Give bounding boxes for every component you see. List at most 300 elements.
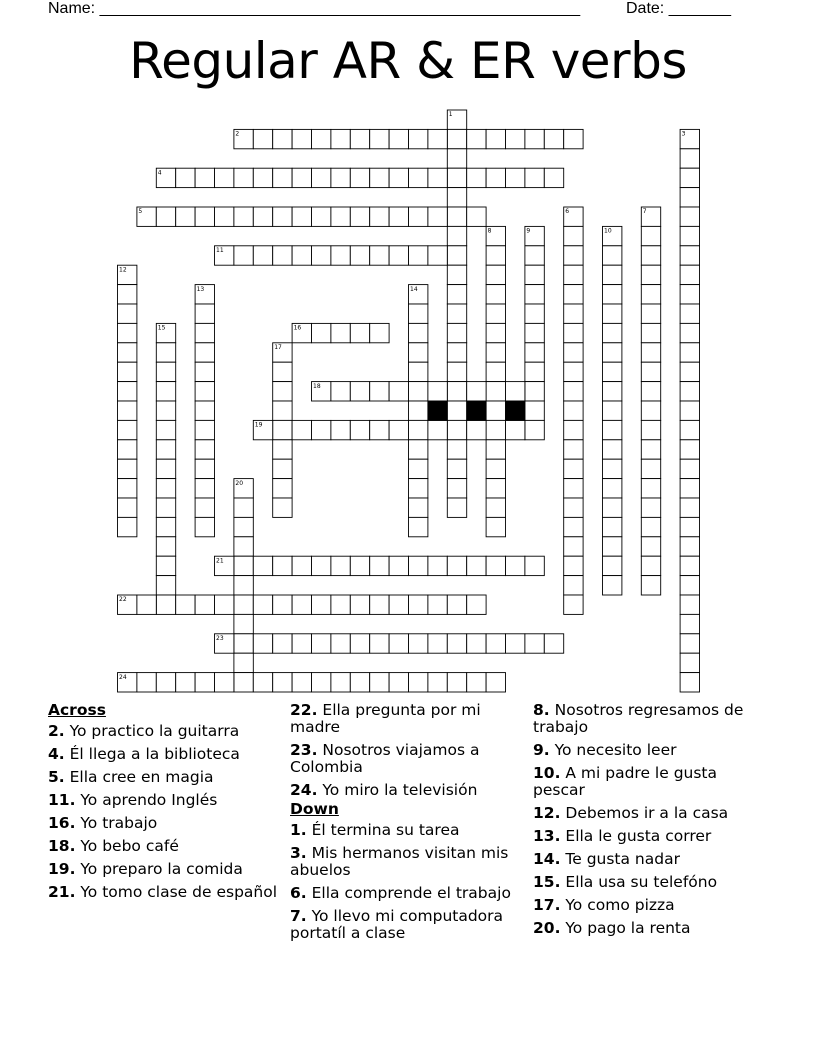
grid-cell[interactable] [525, 265, 544, 284]
grid-cell[interactable] [603, 343, 622, 362]
grid-cell[interactable] [234, 556, 253, 575]
grid-cell[interactable] [428, 673, 447, 692]
grid-cell[interactable] [195, 168, 214, 187]
grid-cell[interactable] [525, 129, 544, 148]
grid-cell[interactable] [409, 362, 428, 381]
grid-cell[interactable] [331, 168, 350, 187]
grid-cell[interactable] [544, 129, 563, 148]
grid-cell[interactable] [409, 207, 428, 226]
grid-cell[interactable] [273, 556, 292, 575]
grid-cell[interactable] [564, 459, 583, 478]
grid-cell[interactable] [447, 420, 466, 439]
grid-cell[interactable] [603, 420, 622, 439]
grid-cell[interactable] [564, 576, 583, 595]
grid-cell[interactable] [680, 459, 699, 478]
grid-cell[interactable] [486, 634, 505, 653]
grid-cell[interactable] [350, 634, 369, 653]
grid-cell[interactable] [564, 420, 583, 439]
grid-cell[interactable] [156, 498, 175, 517]
grid-cell[interactable] [428, 420, 447, 439]
grid-cell[interactable] [428, 595, 447, 614]
grid-cell[interactable] [680, 188, 699, 207]
grid-cell[interactable] [195, 673, 214, 692]
grid-cell[interactable] [641, 304, 660, 323]
grid-cell[interactable] [680, 498, 699, 517]
grid-cell[interactable] [312, 207, 331, 226]
grid-cell[interactable] [564, 556, 583, 575]
grid-cell[interactable] [680, 226, 699, 245]
grid-cell[interactable] [564, 226, 583, 245]
grid-cell[interactable] [486, 459, 505, 478]
grid-cell[interactable] [467, 673, 486, 692]
grid-cell[interactable] [389, 595, 408, 614]
grid-cell[interactable] [641, 498, 660, 517]
grid-cell[interactable] [525, 556, 544, 575]
grid-cell[interactable] [253, 673, 272, 692]
grid-cell[interactable] [118, 304, 137, 323]
grid-cell[interactable] [564, 401, 583, 420]
grid-cell[interactable] [331, 246, 350, 265]
grid-cell[interactable] [409, 673, 428, 692]
grid-cell[interactable] [447, 401, 466, 420]
grid-cell[interactable] [428, 246, 447, 265]
grid-cell[interactable] [350, 556, 369, 575]
grid-cell[interactable] [292, 595, 311, 614]
grid-cell[interactable] [118, 498, 137, 517]
grid-cell[interactable] [331, 634, 350, 653]
grid-cell[interactable] [467, 634, 486, 653]
grid-cell[interactable] [331, 207, 350, 226]
grid-cell[interactable] [370, 382, 389, 401]
grid-cell[interactable] [195, 459, 214, 478]
grid-cell[interactable] [680, 168, 699, 187]
grid-cell[interactable] [312, 556, 331, 575]
grid-cell[interactable] [273, 168, 292, 187]
grid-cell[interactable] [680, 653, 699, 672]
grid-cell[interactable] [467, 129, 486, 148]
grid-cell[interactable] [156, 595, 175, 614]
grid-cell[interactable] [176, 168, 195, 187]
grid-cell[interactable] [525, 304, 544, 323]
grid-cell[interactable] [273, 479, 292, 498]
grid-cell[interactable] [486, 420, 505, 439]
grid-cell[interactable] [641, 537, 660, 556]
grid-cell[interactable] [118, 479, 137, 498]
grid-cell[interactable] [467, 556, 486, 575]
grid-cell[interactable] [409, 498, 428, 517]
grid-cell[interactable] [156, 207, 175, 226]
grid-cell[interactable] [409, 401, 428, 420]
grid-cell[interactable] [273, 498, 292, 517]
grid-cell[interactable] [447, 343, 466, 362]
grid-cell[interactable] [641, 382, 660, 401]
grid-cell[interactable] [467, 595, 486, 614]
grid-cell[interactable] [603, 323, 622, 342]
grid-cell[interactable] [156, 362, 175, 381]
grid-cell[interactable] [118, 517, 137, 536]
grid-cell[interactable] [680, 362, 699, 381]
grid-cell[interactable] [641, 362, 660, 381]
grid-cell[interactable] [486, 382, 505, 401]
grid-cell[interactable] [525, 343, 544, 362]
grid-cell[interactable] [292, 673, 311, 692]
grid-cell[interactable] [389, 556, 408, 575]
grid-cell[interactable] [156, 556, 175, 575]
grid-cell[interactable] [680, 614, 699, 633]
grid-cell[interactable] [409, 440, 428, 459]
grid-cell[interactable] [273, 129, 292, 148]
grid-cell[interactable] [176, 595, 195, 614]
grid-cell[interactable] [156, 673, 175, 692]
grid-cell[interactable] [428, 634, 447, 653]
name-field[interactable]: Name: ______________________________________________________ [48, 0, 581, 17]
grid-cell[interactable] [564, 323, 583, 342]
grid-cell[interactable] [428, 556, 447, 575]
grid-cell[interactable] [486, 498, 505, 517]
grid-cell[interactable] [680, 149, 699, 168]
grid-cell[interactable] [428, 382, 447, 401]
grid-cell[interactable] [680, 246, 699, 265]
grid-cell[interactable] [409, 343, 428, 362]
grid-cell[interactable] [447, 382, 466, 401]
grid-cell[interactable] [603, 246, 622, 265]
grid-cell[interactable] [564, 265, 583, 284]
grid-cell[interactable] [195, 498, 214, 517]
grid-cell[interactable] [331, 673, 350, 692]
grid-cell[interactable] [118, 401, 137, 420]
grid-cell[interactable] [447, 285, 466, 304]
grid-cell[interactable] [156, 537, 175, 556]
grid-cell[interactable] [525, 323, 544, 342]
grid-cell[interactable] [564, 343, 583, 362]
grid-cell[interactable] [273, 673, 292, 692]
grid-cell[interactable] [486, 517, 505, 536]
grid-cell[interactable] [234, 498, 253, 517]
grid-cell[interactable] [409, 246, 428, 265]
grid-cell[interactable] [389, 634, 408, 653]
grid-cell[interactable] [156, 576, 175, 595]
grid-cell[interactable] [467, 168, 486, 187]
grid-cell[interactable] [603, 459, 622, 478]
grid-cell[interactable] [680, 323, 699, 342]
grid-cell[interactable] [680, 401, 699, 420]
grid-cell[interactable] [409, 479, 428, 498]
grid-cell[interactable] [680, 207, 699, 226]
grid-cell[interactable] [680, 343, 699, 362]
grid-cell[interactable] [447, 556, 466, 575]
grid-cell[interactable] [680, 420, 699, 439]
grid-cell[interactable] [350, 323, 369, 342]
grid-cell[interactable] [409, 129, 428, 148]
grid-cell[interactable] [486, 285, 505, 304]
grid-cell[interactable] [564, 595, 583, 614]
grid-cell[interactable] [680, 517, 699, 536]
grid-cell[interactable] [544, 168, 563, 187]
grid-cell[interactable] [350, 129, 369, 148]
grid-cell[interactable] [312, 129, 331, 148]
grid-cell[interactable] [195, 304, 214, 323]
grid-cell[interactable] [234, 595, 253, 614]
grid-cell[interactable] [486, 673, 505, 692]
grid-cell[interactable] [370, 673, 389, 692]
grid-cell[interactable] [525, 401, 544, 420]
grid-cell[interactable] [680, 673, 699, 692]
grid-cell[interactable] [409, 323, 428, 342]
grid-cell[interactable] [273, 246, 292, 265]
grid-cell[interactable] [273, 595, 292, 614]
grid-cell[interactable] [564, 285, 583, 304]
grid-cell[interactable] [506, 420, 525, 439]
grid-cell[interactable] [118, 362, 137, 381]
grid-cell[interactable] [253, 595, 272, 614]
grid-cell[interactable] [447, 207, 466, 226]
grid-cell[interactable] [641, 420, 660, 439]
grid-cell[interactable] [486, 323, 505, 342]
grid-cell[interactable] [234, 614, 253, 633]
grid-cell[interactable] [389, 168, 408, 187]
grid-cell[interactable] [603, 401, 622, 420]
grid-cell[interactable] [156, 440, 175, 459]
grid-cell[interactable] [253, 556, 272, 575]
grid-cell[interactable] [234, 673, 253, 692]
grid-cell[interactable] [253, 207, 272, 226]
grid-cell[interactable] [447, 246, 466, 265]
grid-cell[interactable] [564, 517, 583, 536]
grid-cell[interactable] [525, 246, 544, 265]
grid-cell[interactable] [350, 595, 369, 614]
grid-cell[interactable] [447, 440, 466, 459]
grid-cell[interactable] [603, 556, 622, 575]
grid-cell[interactable] [292, 634, 311, 653]
grid-cell[interactable] [370, 595, 389, 614]
grid-cell[interactable] [603, 537, 622, 556]
grid-cell[interactable] [273, 634, 292, 653]
grid-cell[interactable] [680, 265, 699, 284]
grid-cell[interactable] [234, 537, 253, 556]
grid-cell[interactable] [603, 498, 622, 517]
grid-cell[interactable] [350, 382, 369, 401]
grid-cell[interactable] [447, 129, 466, 148]
grid-cell[interactable] [195, 420, 214, 439]
grid-cell[interactable] [603, 517, 622, 536]
grid-cell[interactable] [292, 246, 311, 265]
grid-cell[interactable] [428, 168, 447, 187]
grid-cell[interactable] [312, 168, 331, 187]
grid-cell[interactable] [253, 246, 272, 265]
grid-cell[interactable] [118, 285, 137, 304]
grid-cell[interactable] [447, 362, 466, 381]
grid-cell[interactable] [312, 420, 331, 439]
grid-cell[interactable] [389, 420, 408, 439]
grid-cell[interactable] [409, 168, 428, 187]
grid-cell[interactable] [370, 207, 389, 226]
grid-cell[interactable] [525, 382, 544, 401]
grid-cell[interactable] [486, 246, 505, 265]
grid-cell[interactable] [447, 479, 466, 498]
grid-cell[interactable] [641, 459, 660, 478]
grid-cell[interactable] [506, 382, 525, 401]
grid-cell[interactable] [641, 343, 660, 362]
grid-cell[interactable] [544, 634, 563, 653]
grid-cell[interactable] [195, 323, 214, 342]
grid-cell[interactable] [603, 440, 622, 459]
grid-cell[interactable] [331, 556, 350, 575]
grid-cell[interactable] [680, 537, 699, 556]
grid-cell[interactable] [447, 149, 466, 168]
grid-cell[interactable] [486, 265, 505, 284]
grid-cell[interactable] [234, 207, 253, 226]
grid-cell[interactable] [350, 420, 369, 439]
grid-cell[interactable] [156, 401, 175, 420]
grid-cell[interactable] [195, 517, 214, 536]
grid-cell[interactable] [506, 168, 525, 187]
grid-cell[interactable] [118, 420, 137, 439]
grid-cell[interactable] [234, 246, 253, 265]
grid-cell[interactable] [370, 246, 389, 265]
grid-cell[interactable] [486, 556, 505, 575]
grid-cell[interactable] [156, 343, 175, 362]
grid-cell[interactable] [564, 479, 583, 498]
grid-cell[interactable] [447, 323, 466, 342]
grid-cell[interactable] [564, 304, 583, 323]
grid-cell[interactable] [370, 168, 389, 187]
grid-cell[interactable] [428, 207, 447, 226]
grid-cell[interactable] [312, 246, 331, 265]
grid-cell[interactable] [234, 517, 253, 536]
grid-cell[interactable] [486, 343, 505, 362]
grid-cell[interactable] [525, 420, 544, 439]
grid-cell[interactable] [292, 420, 311, 439]
grid-cell[interactable] [486, 129, 505, 148]
date-field[interactable]: Date: _______ [626, 0, 731, 17]
grid-cell[interactable] [331, 420, 350, 439]
grid-cell[interactable] [467, 207, 486, 226]
grid-cell[interactable] [680, 440, 699, 459]
grid-cell[interactable] [603, 304, 622, 323]
grid-cell[interactable] [564, 129, 583, 148]
grid-cell[interactable] [176, 207, 195, 226]
grid-cell[interactable] [195, 362, 214, 381]
grid-cell[interactable] [447, 188, 466, 207]
grid-cell[interactable] [680, 576, 699, 595]
grid-cell[interactable] [564, 537, 583, 556]
grid-cell[interactable] [641, 323, 660, 342]
grid-cell[interactable] [331, 595, 350, 614]
grid-cell[interactable] [409, 304, 428, 323]
grid-cell[interactable] [680, 304, 699, 323]
grid-cell[interactable] [467, 420, 486, 439]
grid-cell[interactable] [447, 595, 466, 614]
grid-cell[interactable] [680, 556, 699, 575]
grid-cell[interactable] [409, 634, 428, 653]
grid-cell[interactable] [447, 634, 466, 653]
grid-cell[interactable] [195, 440, 214, 459]
grid-cell[interactable] [641, 440, 660, 459]
grid-cell[interactable] [118, 382, 137, 401]
grid-cell[interactable] [253, 634, 272, 653]
grid-cell[interactable] [603, 285, 622, 304]
grid-cell[interactable] [312, 323, 331, 342]
grid-cell[interactable] [467, 382, 486, 401]
grid-cell[interactable] [176, 673, 195, 692]
grid-cell[interactable] [370, 634, 389, 653]
grid-cell[interactable] [447, 304, 466, 323]
grid-cell[interactable] [447, 226, 466, 245]
grid-cell[interactable] [447, 168, 466, 187]
grid-cell[interactable] [234, 653, 253, 672]
grid-cell[interactable] [525, 285, 544, 304]
grid-cell[interactable] [292, 556, 311, 575]
grid-cell[interactable] [370, 129, 389, 148]
grid-cell[interactable] [118, 459, 137, 478]
grid-cell[interactable] [234, 576, 253, 595]
grid-cell[interactable] [486, 304, 505, 323]
grid-cell[interactable] [486, 362, 505, 381]
grid-cell[interactable] [350, 207, 369, 226]
grid-cell[interactable] [641, 265, 660, 284]
grid-cell[interactable] [525, 634, 544, 653]
grid-cell[interactable] [641, 479, 660, 498]
grid-cell[interactable] [525, 168, 544, 187]
grid-cell[interactable] [215, 673, 234, 692]
grid-cell[interactable] [195, 382, 214, 401]
grid-cell[interactable] [215, 168, 234, 187]
grid-cell[interactable] [273, 459, 292, 478]
grid-cell[interactable] [680, 595, 699, 614]
grid-cell[interactable] [156, 517, 175, 536]
grid-cell[interactable] [641, 226, 660, 245]
grid-cell[interactable] [428, 129, 447, 148]
grid-cell[interactable] [389, 246, 408, 265]
grid-cell[interactable] [486, 440, 505, 459]
grid-cell[interactable] [409, 459, 428, 478]
grid-cell[interactable] [447, 673, 466, 692]
grid-cell[interactable] [409, 382, 428, 401]
grid-cell[interactable] [409, 556, 428, 575]
grid-cell[interactable] [156, 382, 175, 401]
grid-cell[interactable] [603, 362, 622, 381]
grid-cell[interactable] [118, 440, 137, 459]
grid-cell[interactable] [312, 595, 331, 614]
grid-cell[interactable] [564, 382, 583, 401]
grid-cell[interactable] [564, 246, 583, 265]
grid-cell[interactable] [389, 673, 408, 692]
grid-cell[interactable] [331, 382, 350, 401]
grid-cell[interactable] [370, 420, 389, 439]
grid-cell[interactable] [486, 401, 505, 420]
grid-cell[interactable] [506, 634, 525, 653]
grid-cell[interactable] [409, 420, 428, 439]
grid-cell[interactable] [350, 246, 369, 265]
grid-cell[interactable] [253, 168, 272, 187]
grid-cell[interactable] [273, 420, 292, 439]
grid-cell[interactable] [370, 323, 389, 342]
grid-cell[interactable] [331, 129, 350, 148]
grid-cell[interactable] [389, 129, 408, 148]
grid-cell[interactable] [137, 673, 156, 692]
grid-cell[interactable] [331, 323, 350, 342]
grid-cell[interactable] [312, 673, 331, 692]
grid-cell[interactable] [292, 129, 311, 148]
grid-cell[interactable] [603, 576, 622, 595]
grid-cell[interactable] [603, 479, 622, 498]
grid-cell[interactable] [312, 634, 331, 653]
grid-cell[interactable] [273, 382, 292, 401]
grid-cell[interactable] [195, 595, 214, 614]
grid-cell[interactable] [680, 634, 699, 653]
grid-cell[interactable] [350, 673, 369, 692]
grid-cell[interactable] [195, 479, 214, 498]
